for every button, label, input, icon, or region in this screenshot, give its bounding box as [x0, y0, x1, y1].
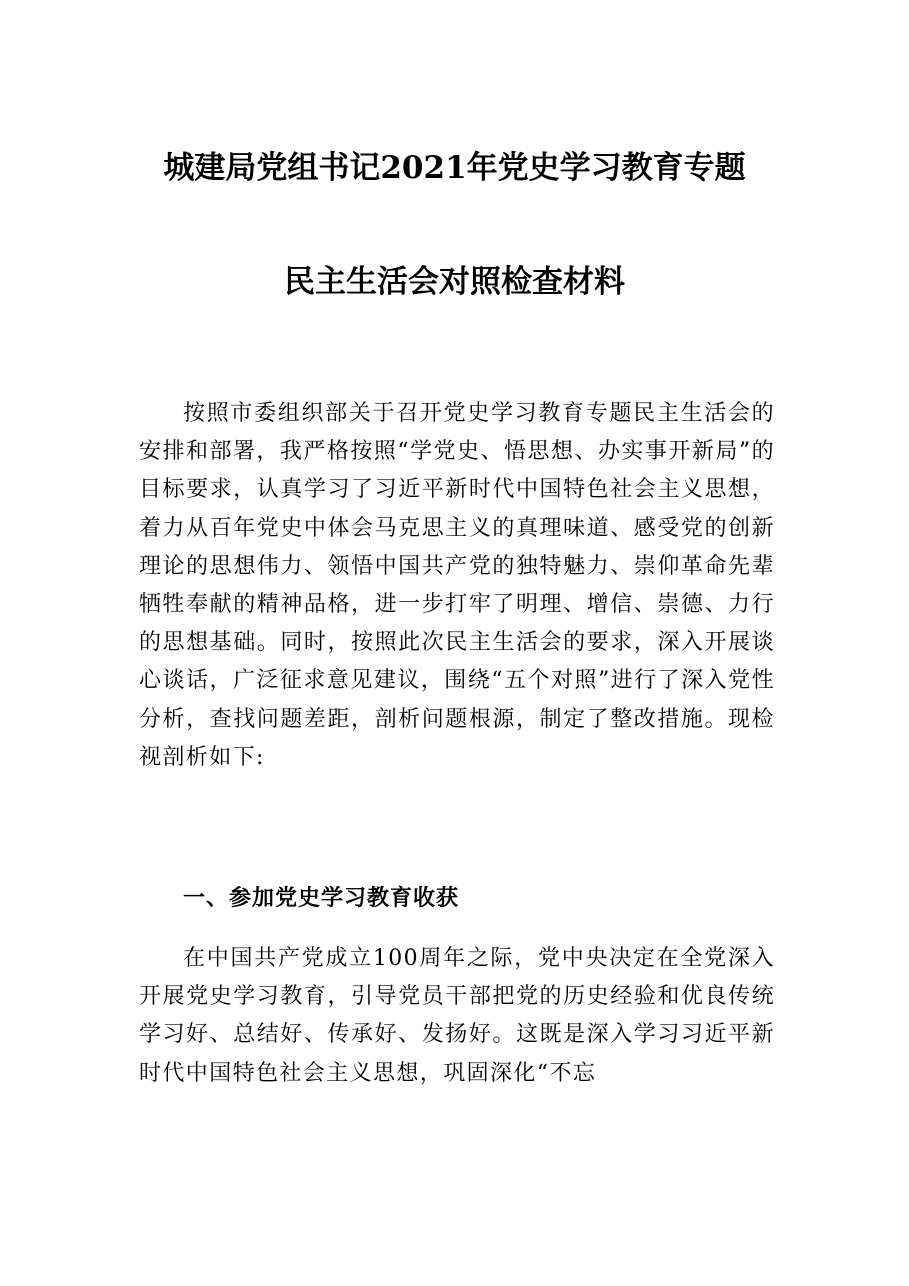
intro-paragraph: 按照市委组织部关于召开党史学习教育专题民主生活会的安排和部署，我严格按照“学党史、悟思想、办实事开新局”的目标要求，认真学习了习近平新时代中国特色社会主义思想，着力从百年党史中体会马克思主义的真理味道、感受党的创新理论的思想伟力、领悟中国共产党的独特魅力、崇仰革命先辈牺牲奉献的精神品格，进一步打牢了明理、增信、崇德、力行的思想基础。同时，按照此次民主生活会的要求，深入开展谈心谈话，广泛征求意见建议，围绕“五个对照”进行了深入党性分析，查找问题差距，剖析问题根源，制定了整改措施。现检视剖析如下:	[139, 401, 775, 770]
section-heading-1: 一、参加党史学习教育收获	[183, 886, 460, 911]
document-title-line-2: 民主生活会对照检查材料	[284, 264, 625, 300]
section-1-paragraph: 在中国共产党成立100周年之际，党中央决定在全党深入开展党史学习教育，引导党员干部把党的历史经验和优良传统学习好、总结好、传承好、发扬好。这既是深入学习习近平新时代中国特色社会主义思想，巩固深化“不忘	[139, 946, 775, 1086]
document-title-line-1: 城建局党组书记2021年党史学习教育专题	[163, 150, 746, 186]
